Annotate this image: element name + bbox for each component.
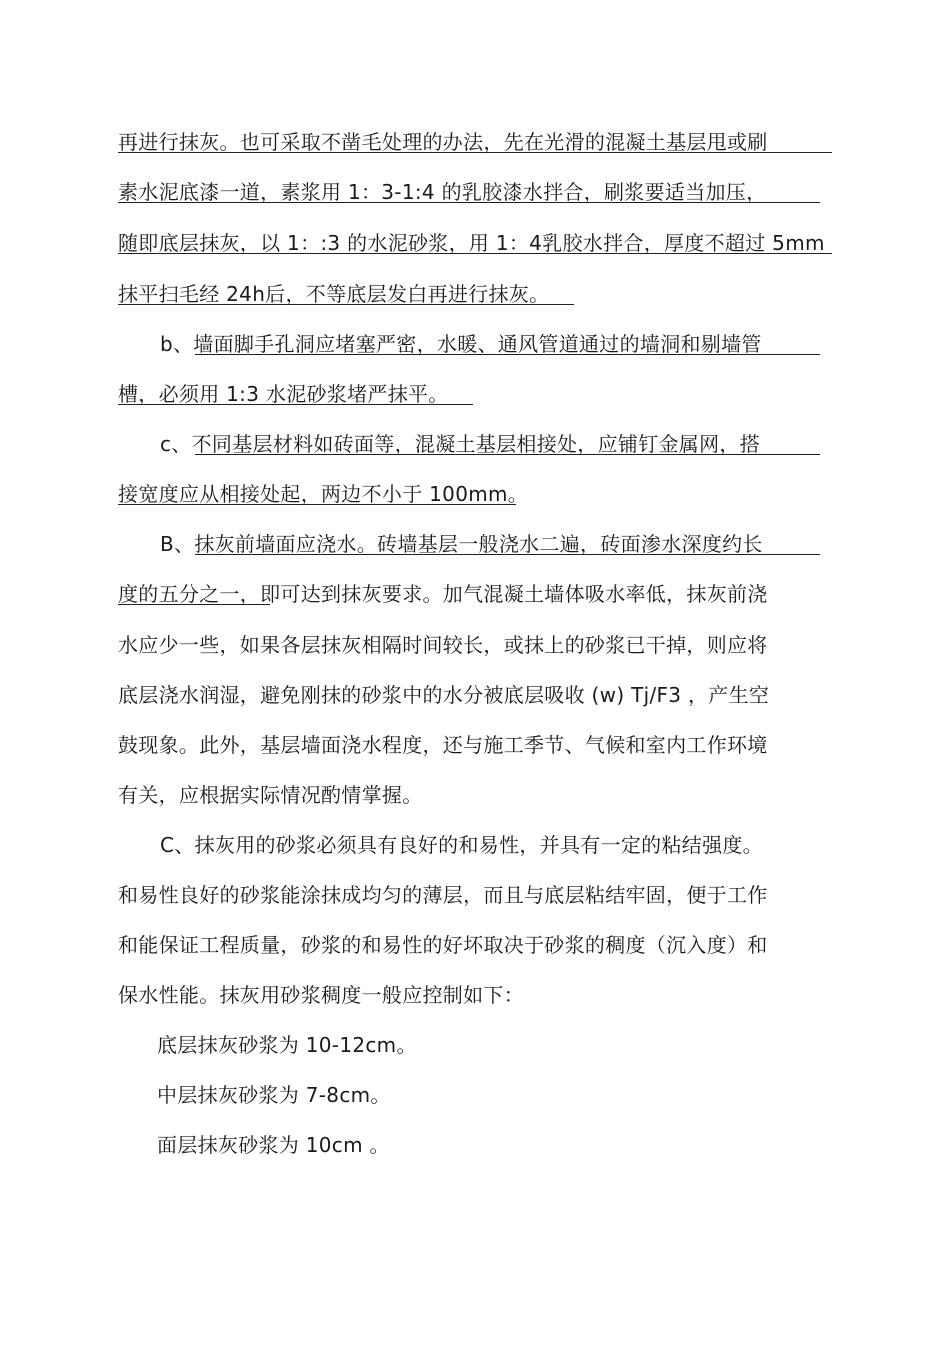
underline [118, 202, 820, 203]
text-line: 和易性良好的砂浆能涂抹成均匀的薄层，而且与底层粘结牢固，便于工作 [118, 883, 768, 907]
underline [118, 304, 574, 305]
underline [195, 554, 820, 555]
text-line: 保水性能。抹灰用砂浆稠度一般应控制如下： [118, 983, 524, 1007]
underline [118, 504, 516, 505]
text-line: 底层浇水润湿，避免刚抹的砂浆中的水分被底层吸收 (w) Tj/F3 ，产生空 [118, 683, 770, 707]
underline [195, 454, 820, 455]
underline [195, 354, 820, 355]
text-line: b、墙面脚手孔洞应堵塞严密，水暖、通风管道通过的墙洞和剔墙管 [160, 332, 762, 356]
text-line: 有关，应根据实际情况酌情掌握。 [118, 783, 423, 807]
underline [118, 152, 832, 153]
underline [118, 604, 270, 605]
text-line: C、抹灰用的砂浆必须具有良好的和易性，并具有一定的粘结强度。 [160, 833, 763, 857]
text-line: 随即底层抹灰，以 1：:3 的水泥砂浆，用 1：4乳胶水拌合，厚度不超过 5mm [118, 231, 825, 255]
text-line: 面层抹灰砂浆为 10cm 。 [157, 1133, 390, 1157]
text-line: 度的五分之一，即可达到抹灰要求。加气混凝土墙体吸水率低，抹灰前浇 [118, 582, 768, 606]
underline [118, 253, 832, 254]
text-line: 抹平扫毛经 24h后，不等底层发白再进行抹灰。 [118, 282, 550, 306]
text-line: 鼓现象。此外，基层墙面浇水程度，还与施工季节、气候和室内工作环境 [118, 733, 768, 757]
text-line: 水应少一些，如果各层抹灰相隔时间较长，或抹上的砂浆已干掉，则应将 [118, 633, 768, 657]
text-line: 接宽度应从相接处起，两边不小于 100mm。 [118, 482, 529, 506]
text-line: 中层抹灰砂浆为 7-8cm。 [157, 1083, 391, 1107]
underline [118, 404, 473, 405]
text-line: 底层抹灰砂浆为 10-12cm。 [157, 1033, 417, 1057]
text-line: 和能保证工程质量，砂浆的和易性的好坏取决于砂浆的稠度（沉入度）和 [118, 933, 768, 957]
text-line: 槽，必须用 1:3 水泥砂浆堵严抹平。 [118, 382, 449, 406]
text-line: 再进行抹灰。也可采取不凿毛处理的办法，先在光滑的混凝土基层甩或刷 [118, 130, 768, 154]
text-line: 素水泥底漆一道，素浆用 1：3-1:4 的乳胶漆水拌合，刷浆要适当加压， [118, 180, 767, 204]
text-line: B、抹灰前墙面应浇水。砖墙基层一般浇水二遍，砖面渗水深度约长 [160, 532, 763, 556]
text-line: c、不同基层材料如砖面等，混凝土基层相接处，应铺钉金属网，搭 [160, 432, 760, 456]
